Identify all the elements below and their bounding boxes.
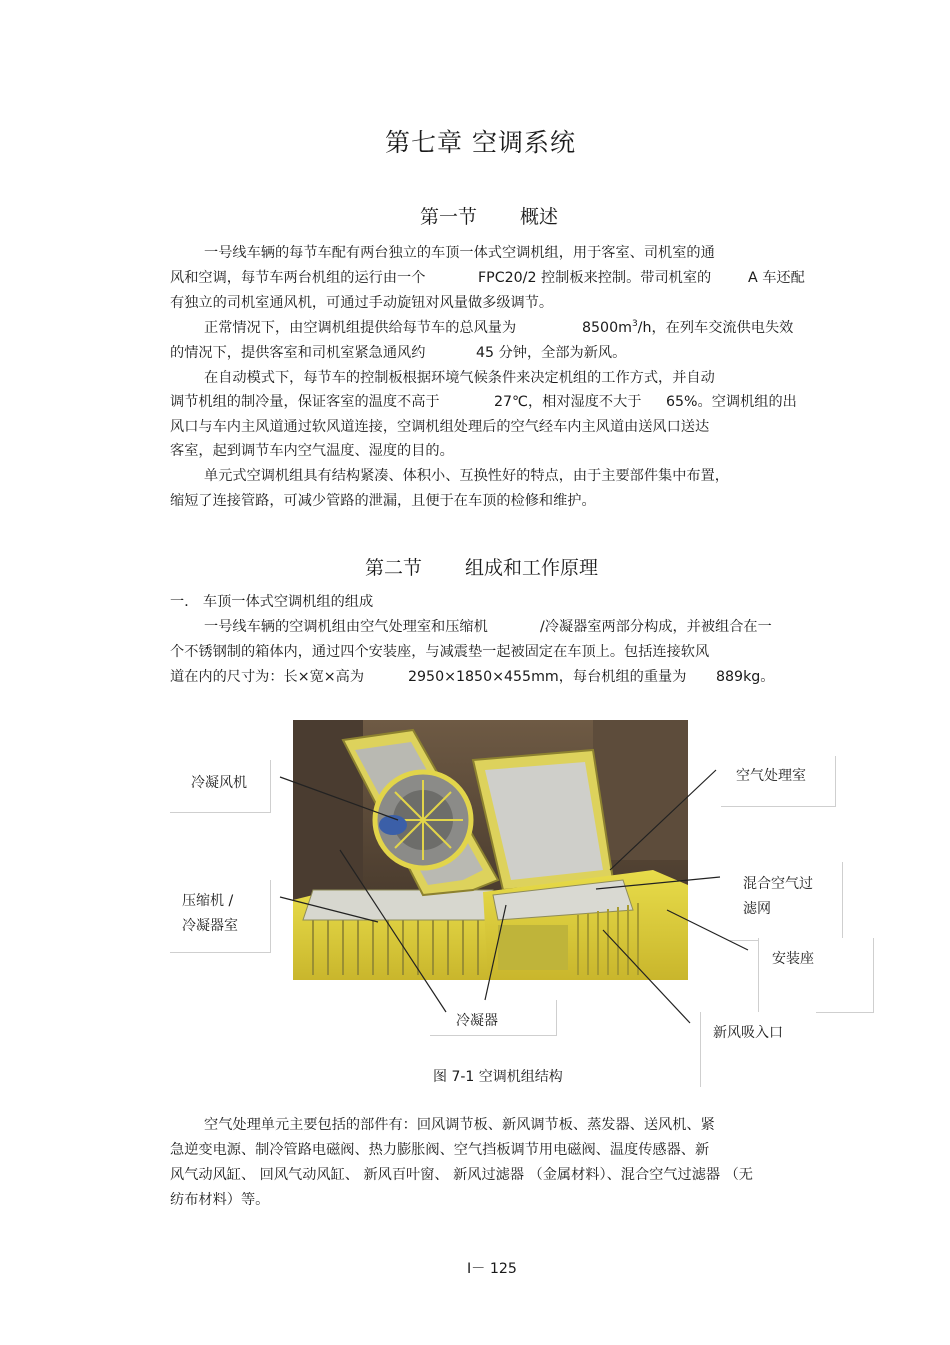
s1-p3-line4: 客室，起到调节车内空气温度、湿度的目的。 [170,443,454,459]
air-conditioning-unit-photo [293,720,688,980]
page-number: I－ 125 [467,1261,517,1277]
section2-title-num: 第二节 [365,557,423,579]
section1-title-num: 第一节 [420,206,478,228]
airflow-rest: /h，在列车交流供电失效 [637,320,794,336]
s1-p2-line1b [582,319,793,337]
s1-p1-line3: 有独立的司机室通风机，可通过手动旋钮对风量做多级调节。 [170,295,554,311]
s1-p3-line2c: 65%。空调机组的出 [666,394,797,410]
figure-caption: 图 7-1 空调机组结构 [433,1069,563,1085]
label-fresh-inlet: 新风吸入口 [713,1025,783,1041]
section2-title-name: 组成和工作原理 [465,557,599,579]
s1-p4-line1: 单元式空调机组具有结构紧凑、体积小、互换性好的特点，由于主要部件集中布置， [204,468,729,484]
s2-p1-line3b: 2950×1850×455mm，每台机组的重量为 [408,669,687,685]
chapter-title: 第七章 空调系统 [385,128,576,157]
label-compressor-line2: 冷凝器室 [182,918,238,934]
s2-p1-line1a: 一号线车辆的空调机组由空气处理室和压缩机 [204,619,488,635]
label-air-room: 空气处理室 [736,768,806,784]
s2-sub1: 一． 车顶一体式空调机组的组成 [170,594,374,610]
label-condenser-fan: 冷凝风机 [191,775,247,791]
s2-p1-line2: 个不锈钢制的箱体内，通过四个安装座，与减震垫一起被固定在车顶上。包括连接软风 [170,644,710,660]
s1-p1-line1: 一号线车辆的每节车配有两台独立的车顶一体式空调机组，用于客室、司机室的通 [204,245,715,261]
after-fig-line1: 空气处理单元主要包括的部件有：回风调节板、新风调节板、蒸发器、送风机、紧 [204,1117,715,1133]
s1-p3-line2a: 调节机组的制冷量，保证客室的温度不高于 [170,394,440,410]
after-fig-line4: 纺布材料）等。 [170,1192,270,1208]
label-compressor-line1: 压缩机 / [182,893,234,909]
label-mix-filter-line1: 混合空气过 [743,876,813,892]
after-fig-line2: 急逆变电源、制冷管路电磁阀、热力膨胀阀、空气挡板调节用电磁阀、温度传感器、新 [170,1142,710,1158]
s1-p1-line2a: 风和空调，每节车两台机组的运行由一个 [170,270,426,286]
label-condenser: 冷凝器 [456,1013,498,1029]
label-mount: 安装座 [772,951,814,967]
s1-p3-line2b: 27℃，相对湿度不大于 [494,394,642,410]
s1-p4-line2: 缩短了连接管路，可减少管路的泄漏，且便于在车顶的检修和维护。 [170,493,596,509]
airflow-exponent: 3 [631,319,638,329]
s2-p1-line1b: /冷凝器室两部分构成，并被组合在一 [540,619,772,635]
s1-p2-line2b: 45 分钟，全部为新风。 [476,345,627,361]
s2-p1-line3a: 道在内的尺寸为：长×宽×高为 [170,669,365,685]
s1-p3-line3: 风口与车内主风道通过软风道连接，空调机组处理后的空气经车内主风道由送风口送达 [170,419,710,435]
s1-p2-line2a: 的情况下，提供客室和司机室紧急通风约 [170,345,426,361]
airflow-value: 8500m [582,320,632,336]
after-fig-line3: 风气动风缸、 回风气动风缸、 新风百叶窗、 新风过滤器 （金属材料）、混合空气过滤器 （无 [170,1167,753,1183]
s1-p1-line2c: A 车还配 [748,270,805,286]
s2-p1-line3c: 889kg。 [716,669,775,685]
s1-p2-line1a: 正常情况下，由空调机组提供给每节车的总风量为 [204,320,517,336]
s1-p1-line2b: FPC20/2 控制板来控制。带司机室的 [478,270,712,286]
label-mix-filter-line2: 滤网 [743,901,771,917]
s1-p3-line1: 在自动模式下，每节车的控制板根据环境气候条件来决定机组的工作方式，并自动 [204,370,715,386]
section1-title-name: 概述 [520,206,559,228]
